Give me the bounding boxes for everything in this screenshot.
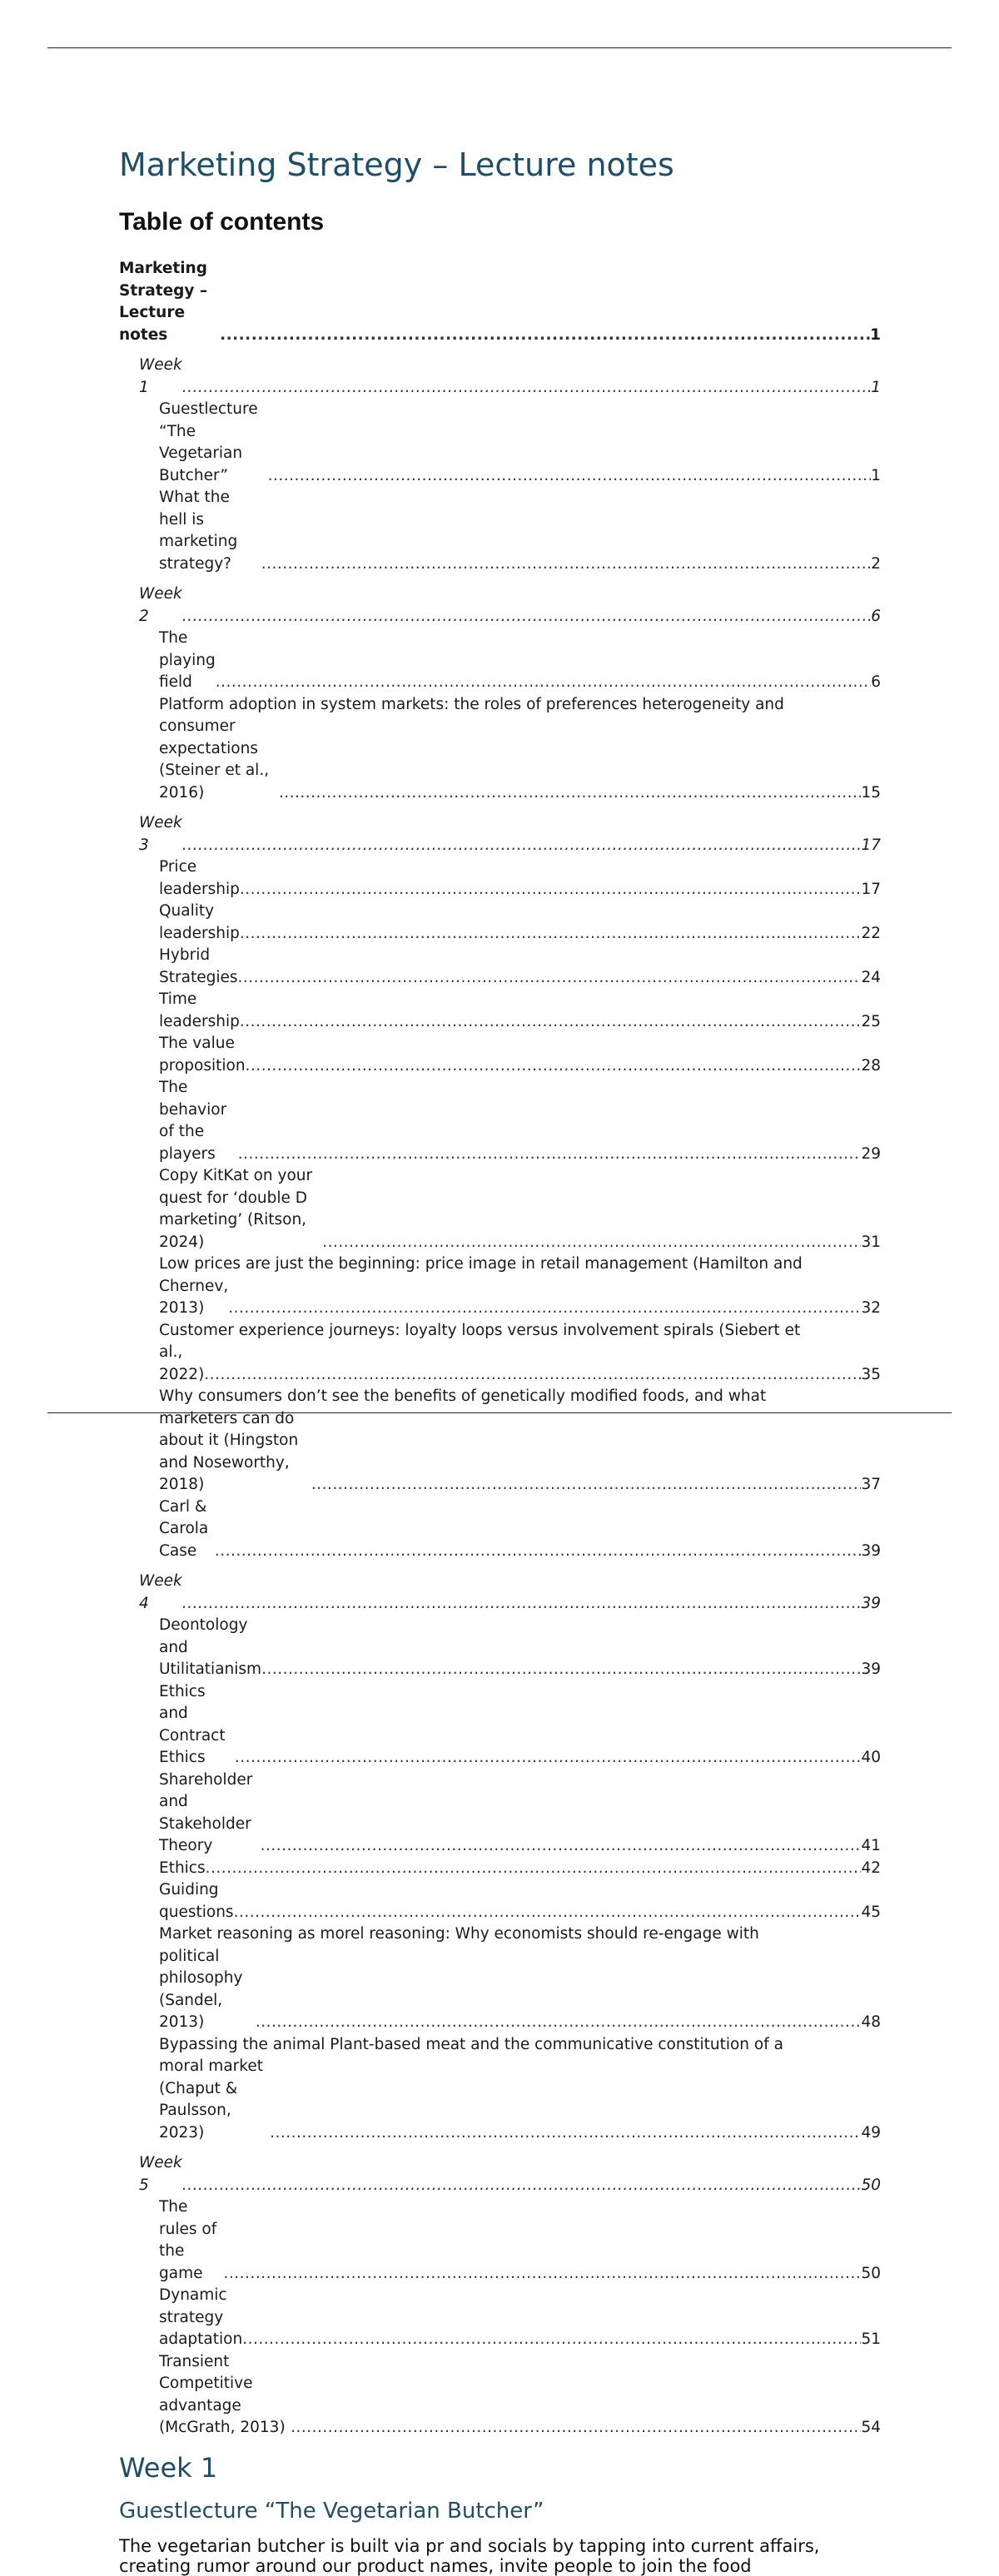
toc-entry[interactable] <box>119 901 881 945</box>
toc-entry-title: What the hell is marketing strategy? <box>159 489 238 573</box>
toc-entry-title: Week 5 <box>139 2154 182 2194</box>
toc-entry[interactable] <box>119 1615 881 1681</box>
toc-page-number: 39 <box>861 1660 881 1678</box>
toc-entry[interactable] <box>119 399 881 487</box>
toc-leader <box>182 606 871 628</box>
toc-entry[interactable] <box>119 856 881 901</box>
table-of-contents <box>119 258 881 2440</box>
toc-entry-title: Dynamic strategy adaptation <box>159 2286 243 2348</box>
toc-entry[interactable] <box>119 1077 881 1165</box>
toc-page-number: 37 <box>861 1476 881 1493</box>
toc-entry-title: Guestlecture “The Vegetarian Butcher” <box>159 400 258 484</box>
toc-page-number: 28 <box>861 1056 881 1075</box>
toc-entry-title: Week 2 <box>139 585 182 625</box>
section-heading: Guestlecture “The Vegetarian Butcher” <box>119 2498 544 2524</box>
toc-leader <box>246 1055 862 1078</box>
toc-entry-title: Ethics <box>159 1859 206 1877</box>
toc-page-number: 6 <box>871 673 881 691</box>
toc-entry-title: Carl & Carola Case <box>159 1497 209 1560</box>
toc-entry-title: political philosophy (Sandel, 2013) <box>159 1947 243 2031</box>
toc-page-number: 1 <box>871 466 881 484</box>
toc-entry-week[interactable] <box>119 2152 881 2196</box>
toc-entry[interactable] <box>119 1408 881 1496</box>
toc-entry-title: marketers can do about it (Hingston and Noseworthy, 2018) <box>159 1409 299 1493</box>
toc-entry[interactable] <box>119 2285 881 2351</box>
toc-entry-title: The rules of the game <box>159 2198 217 2282</box>
toc-leader <box>215 1541 862 1563</box>
toc-page-number: 2 <box>871 554 881 573</box>
toc-entry-line: Market reasoning as morel reasoning: Why economists should re-engage with <box>159 1925 759 1943</box>
toc-entry-title: Deontology and Utilitatianism <box>159 1616 262 1678</box>
toc-entry[interactable] <box>119 1165 881 1253</box>
toc-page-number: 51 <box>861 2330 881 2348</box>
toc-page-number: 50 <box>861 2176 881 2194</box>
toc-entry[interactable] <box>119 1946 881 2034</box>
toc-entry[interactable] <box>119 1496 881 1563</box>
toc-entry-title: consumer expectations (Steiner et al., 2016) <box>159 717 270 802</box>
toc-leader <box>182 1593 862 1616</box>
toc-entry[interactable] <box>119 1276 881 1320</box>
toc-leader <box>279 782 862 805</box>
toc-leader <box>240 923 862 946</box>
toc-entry[interactable] <box>119 1858 881 1880</box>
toc-entry-line: Platform adoption in system markets: the roles of preferences heterogeneity and <box>159 695 784 713</box>
toc-page-number: 29 <box>861 1144 881 1163</box>
toc-entry[interactable] <box>119 945 881 989</box>
toc-page-number: 31 <box>861 1233 881 1251</box>
toc-entry-title: Ethics and Contract Ethics <box>159 1682 226 1766</box>
toc-page-number: 39 <box>861 1594 881 1612</box>
toc-leader <box>322 1232 861 1254</box>
toc-entry[interactable] <box>119 989 881 1033</box>
toc-leader <box>261 1659 861 1681</box>
toc-page-number: 50 <box>861 2264 881 2282</box>
document-title: Marketing Strategy – Lecture notes <box>119 146 674 183</box>
toc-page-number: 39 <box>861 1541 881 1560</box>
paragraph-line: creating rumor around our product names, invite people to join the food <box>119 2555 752 2576</box>
toc-entry[interactable] <box>119 1681 881 1769</box>
toc-page-number: 41 <box>861 1837 881 1854</box>
toc-entry-line: Bypassing the animal Plant-based meat and the communicative constitution of a <box>159 2035 783 2053</box>
toc-entry-week[interactable] <box>119 355 881 399</box>
toc-page-number: 22 <box>861 924 881 942</box>
toc-entry[interactable] <box>119 1769 881 1858</box>
toc-entry[interactable] <box>119 1342 881 1386</box>
toc-entry[interactable] <box>119 2196 881 2285</box>
toc-page-number: 1 <box>871 378 881 396</box>
toc-entry[interactable] <box>119 2351 881 2440</box>
toc-leader <box>311 1474 862 1496</box>
toc-entry-title: Guiding questions <box>159 1881 234 1921</box>
toc-entry-week[interactable] <box>119 812 881 856</box>
toc-entry-title: moral market (Chaput & Paulsson, 2023) <box>159 2057 263 2142</box>
toc-leader <box>261 1835 862 1858</box>
toc-entry-title: Chernev, 2013) <box>159 1277 229 1317</box>
bottom-rule <box>47 1412 952 1413</box>
paragraph-line: The vegetarian butcher is built via pr and socials by tapping into current affairs, <box>119 2535 820 2556</box>
toc-entry-title: Week 4 <box>139 1572 182 1612</box>
toc-leader <box>240 1011 862 1034</box>
toc-page-number: 45 <box>861 1903 881 1921</box>
toc-entry-title: Shareholder and Stakeholder Theory <box>159 1770 253 1854</box>
toc-page-number: 25 <box>861 1012 881 1030</box>
toc-leader <box>242 2329 861 2351</box>
toc-leader <box>268 465 872 488</box>
toc-leader <box>261 553 872 576</box>
toc-entry-line: Why consumers don’t see the benefits of genetically modified foods, and what <box>159 1387 767 1405</box>
toc-leader <box>234 1902 862 1924</box>
toc-page-number: 6 <box>871 607 881 625</box>
toc-leader <box>206 1858 862 1880</box>
toc-entry[interactable] <box>119 1033 881 1077</box>
toc-entry[interactable] <box>119 2056 881 2144</box>
toc-entry-week[interactable] <box>119 1571 881 1615</box>
toc-page-number: 35 <box>861 1365 881 1383</box>
toc-entry-title: Copy KitKat on your quest for ‘double D marketing’ (Ritson, 2024) <box>159 1167 313 1251</box>
body-paragraph <box>119 2536 881 2576</box>
toc-page-number: 1 <box>870 325 881 344</box>
toc-entry-line: Low prices are just the beginning: price image in retail management (Hamilton and <box>159 1255 803 1273</box>
toc-entry-title: Price leadership <box>159 858 240 898</box>
toc-weeks <box>119 355 881 2440</box>
toc-entry[interactable] <box>119 487 881 575</box>
toc-entry-title: Hybrid Strategies <box>159 946 238 986</box>
toc-leader <box>235 1747 862 1769</box>
toc-page-number: 24 <box>861 968 881 986</box>
document-page <box>119 146 881 2576</box>
toc-leader <box>182 835 862 857</box>
toc-heading: Table of contents <box>119 208 325 236</box>
toc-entry[interactable] <box>119 1879 881 1923</box>
toc-entry[interactable] <box>119 716 881 804</box>
toc-leader <box>220 325 870 347</box>
toc-entry-title: Quality leadership <box>159 902 240 942</box>
toc-entry-title: The playing field <box>159 629 216 691</box>
toc-leader <box>216 672 871 694</box>
toc-entry-title: Week 3 <box>139 814 182 854</box>
toc-entry-title: The value proposition <box>159 1035 246 1075</box>
toc-page-number: 17 <box>861 880 881 898</box>
top-rule <box>47 47 952 48</box>
toc-page-number: 40 <box>861 1749 881 1766</box>
toc-entry-line: Customer experience journeys: loyalty loops versus involvement spirals (Siebert et <box>159 1321 801 1339</box>
toc-leader <box>291 2417 861 2440</box>
toc-leader <box>270 2122 861 2145</box>
toc-entry-title: The behavior of the players <box>159 1079 227 1163</box>
toc-entry-root[interactable] <box>119 258 881 346</box>
toc-page-number: 49 <box>861 2123 881 2142</box>
toc-leader <box>182 2175 862 2197</box>
toc-entry-title: al., 2022) <box>159 1343 205 1383</box>
toc-leader <box>238 1144 862 1166</box>
week-heading: Week 1 <box>119 2451 218 2484</box>
toc-page-number: 15 <box>861 783 881 802</box>
toc-leader <box>182 377 871 400</box>
toc-leader <box>256 2012 862 2034</box>
toc-page-number: 54 <box>861 2419 881 2436</box>
toc-page-number: 32 <box>861 1299 881 1317</box>
toc-leader <box>204 1364 861 1387</box>
toc-page-number: 42 <box>861 1859 881 1877</box>
toc-page-number: 17 <box>861 836 881 854</box>
toc-entry-title: Marketing Strategy – Lecture notes <box>119 260 208 344</box>
toc-leader <box>240 879 862 901</box>
toc-entry-title: Time leadership <box>159 990 240 1030</box>
toc-entry-title: Week 1 <box>139 356 182 396</box>
toc-entry-week[interactable] <box>119 583 881 628</box>
toc-page-number: 48 <box>861 2013 881 2031</box>
toc-entry[interactable] <box>119 628 881 694</box>
toc-entry-title: Transient Competitive advantage (McGrath, 2013) <box>159 2352 286 2436</box>
toc-leader <box>224 2263 862 2286</box>
toc-leader <box>228 1298 861 1320</box>
toc-leader <box>237 967 861 990</box>
